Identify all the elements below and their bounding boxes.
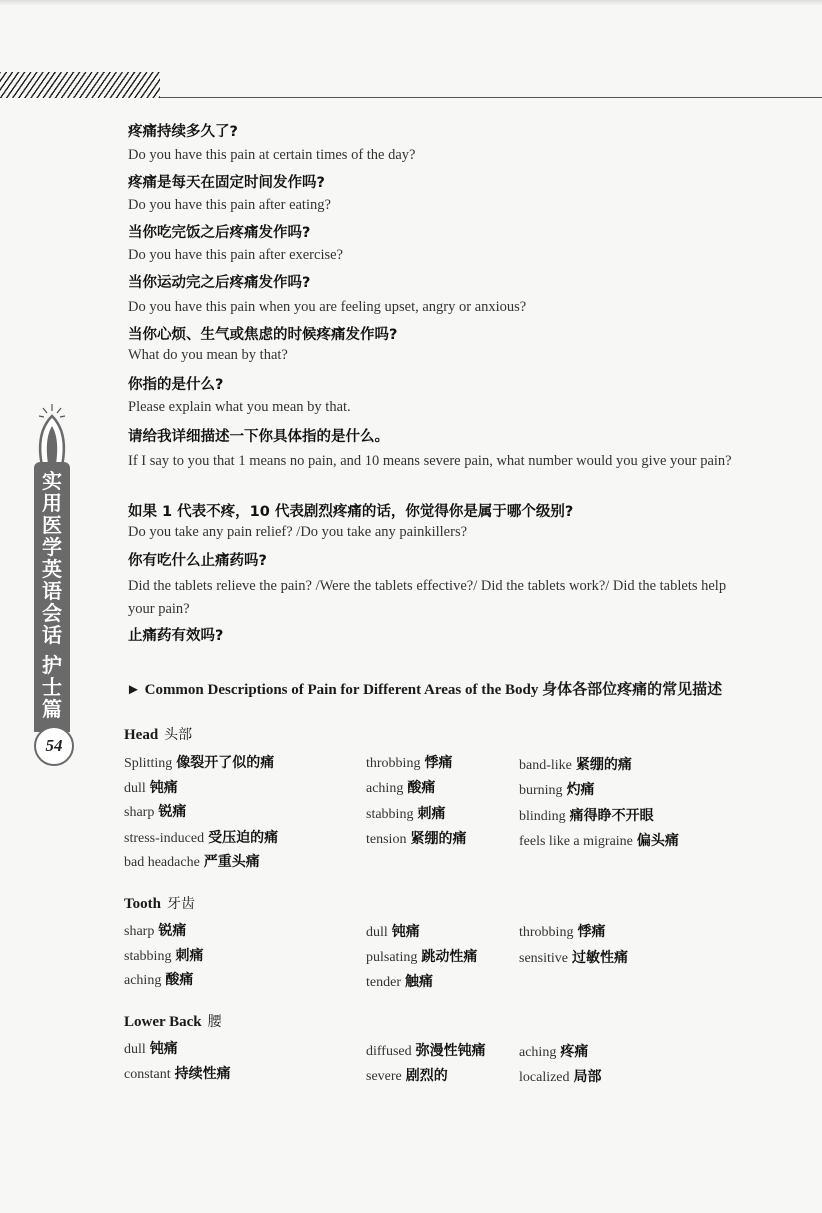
- pain-term: Splitting 像裂开了似的痛: [124, 755, 275, 771]
- category-head: [124, 893, 195, 913]
- question-en: Do you have this pain when you are feeling upset, angry or anxious?: [128, 299, 527, 315]
- section-heading: [126, 677, 756, 702]
- category-name-en: Tooth: [124, 896, 161, 912]
- category-head: [124, 724, 192, 744]
- question-en: If I say to you that 1 means no pain, and 10 means severe pain, what number would you give your pain?: [128, 453, 732, 469]
- category-name-en: Lower Back: [124, 1014, 202, 1030]
- question-en: What do you mean by that?: [128, 347, 288, 363]
- pain-term: aching 酸痛: [366, 780, 436, 796]
- question-zh: 如果 1 代表不疼，10 代表剧烈疼痛的话，你觉得你是属于哪个级别?: [128, 504, 574, 520]
- question-en: Do you take any pain relief? /Do you take any painkillers?: [128, 524, 468, 540]
- pain-term: sharp 锐痛: [124, 923, 187, 939]
- pain-term: aching 疼痛: [519, 1044, 589, 1060]
- category-name-zh: 牙齿: [166, 896, 195, 912]
- question-en: Do you have this pain after eating?: [128, 197, 331, 213]
- section-title-zh: 身体各部位疼痛的常见描述: [542, 680, 723, 698]
- pain-term: tension 紧绷的痛: [366, 831, 467, 847]
- pain-term: throbbing 悸痛: [519, 924, 606, 940]
- book-title-main: 实用医学英语会话: [42, 469, 62, 647]
- pain-term: stabbing 刺痛: [366, 806, 446, 822]
- pain-term: pulsating 跳动性痛: [366, 949, 478, 965]
- book-title: [32, 470, 72, 720]
- question-zh: 你有吃什么止痛药吗?: [128, 553, 267, 569]
- question-zh: 当你吃完饭之后疼痛发作吗?: [128, 225, 311, 241]
- question-zh: 请给我详细描述一下你具体指的是什么。: [128, 429, 389, 445]
- page-top-edge: [0, 0, 822, 6]
- page-number: 54: [34, 726, 74, 766]
- question-zh: 你指的是什么?: [128, 377, 224, 393]
- question-zh: 当你心烦、生气或焦虑的时候疼痛发作吗?: [128, 327, 398, 343]
- question-en: Do you have this pain at certain times of the day?: [128, 147, 416, 163]
- pain-term: feels like a migraine 偏头痛: [519, 833, 679, 849]
- pain-term: stabbing 刺痛: [124, 948, 204, 964]
- pain-term: aching 酸痛: [124, 972, 194, 988]
- pain-term: bad headache 严重头痛: [124, 854, 260, 870]
- section-title-en: Common Descriptions of Pain for Different Areas of the Body: [144, 682, 539, 698]
- triangle-marker-icon: ►: [126, 682, 141, 698]
- pain-term: sensitive 过敏性痛: [519, 950, 628, 966]
- pain-term: dull 钝痛: [124, 1041, 178, 1057]
- question-zh: 止痛药有效吗?: [128, 628, 224, 644]
- header-rule: [160, 97, 822, 98]
- pain-term: severe 剧烈的: [366, 1068, 448, 1084]
- question-en: Please explain what you mean by that.: [128, 399, 351, 415]
- pain-term: localized 局部: [519, 1069, 602, 1085]
- question-en: Did the tablets relieve the pain? /Were the tablets effective?/ Did the tablets work?/ Did the tablets help your pain?: [128, 578, 727, 617]
- category-name-zh: 头部: [164, 727, 193, 743]
- pain-term: diffused 弥漫性钝痛: [366, 1043, 486, 1059]
- pain-term: band-like 紧绷的痛: [519, 757, 632, 773]
- pain-term: constant 持续性痛: [124, 1066, 231, 1082]
- side-tab: [32, 402, 72, 772]
- question-zh: 当你运动完之后疼痛发作吗?: [128, 275, 311, 291]
- pain-term: sharp 锐痛: [124, 804, 187, 820]
- pain-term: dull 钝痛: [124, 780, 178, 796]
- category-name-zh: 腰: [207, 1014, 222, 1030]
- question-zh: 疼痛持续多久了?: [128, 124, 238, 140]
- pain-term: throbbing 悸痛: [366, 755, 453, 771]
- category-head: [124, 1011, 222, 1031]
- pain-term: tender 触痛: [366, 974, 433, 990]
- question-zh: 疼痛是每天在固定时间发作吗?: [128, 175, 325, 191]
- book-subtitle: 护士篇: [42, 653, 62, 721]
- pain-term: dull 钝痛: [366, 924, 420, 940]
- question-en: Do you have this pain after exercise?: [128, 247, 343, 263]
- header-hatch-decoration: [0, 72, 160, 98]
- category-name-en: Head: [124, 727, 159, 743]
- pain-term: stress-induced 受压迫的痛: [124, 830, 279, 846]
- pain-term: blinding 痛得睁不开眼: [519, 808, 654, 824]
- pain-term: burning 灼痛: [519, 782, 595, 798]
